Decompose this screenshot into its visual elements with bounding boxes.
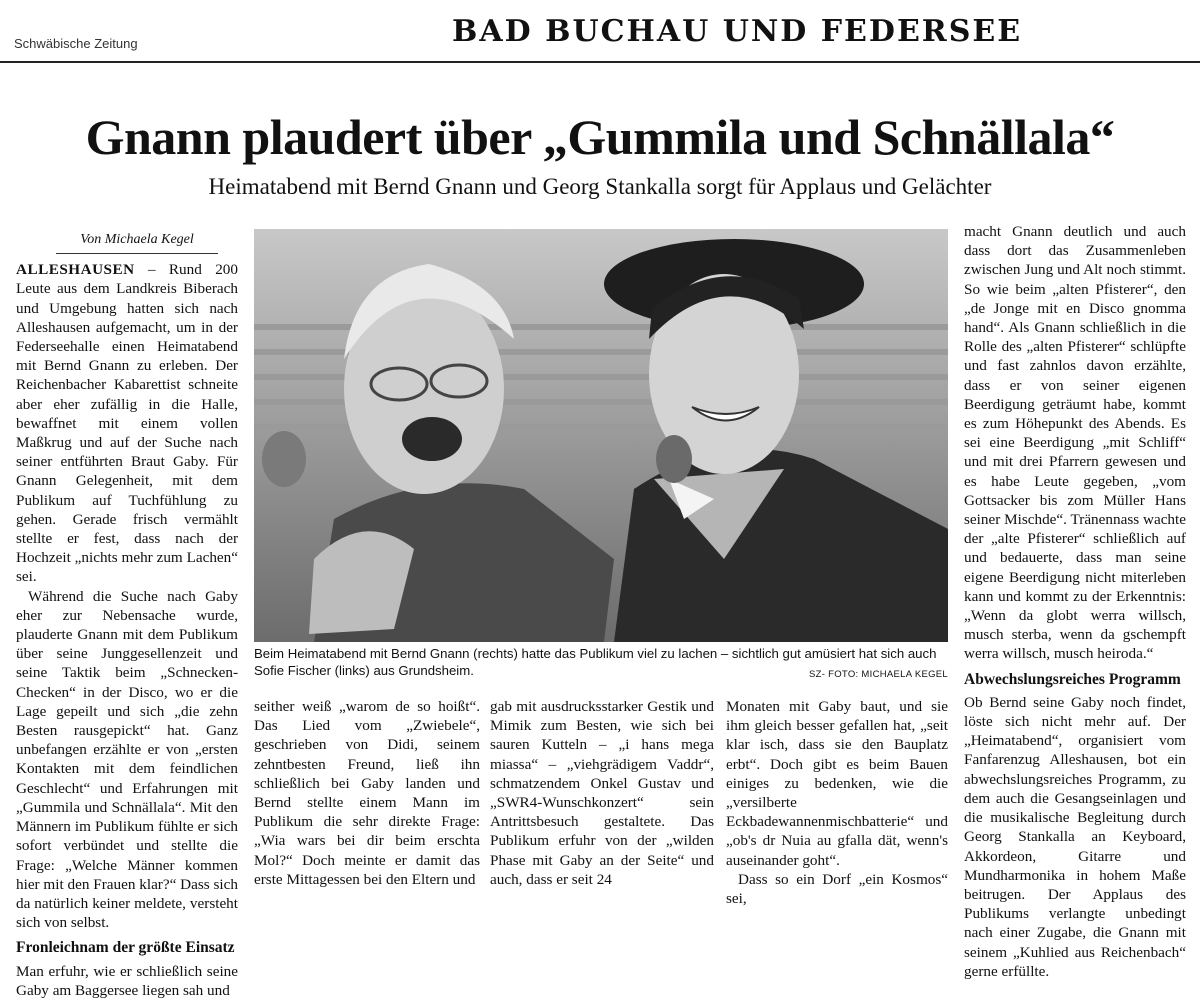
byline: Von Michaela Kegel — [56, 230, 218, 254]
newspaper-name: Schwäbische Zeitung — [14, 36, 138, 51]
paragraph-col2: seither weiß „warom de so hoißt“. Das Lied vom „Zwiebele“, geschrieben von Didi, seinem zehntbesten Freund, ließ ihn schließlich bei Gaby landen und Bernd stellte einem Mann im Publikum die sehr direkte Frage: „Wia wars bei dir beim erschta Mol?“ Doch meinte er damit das erste Mittagessen bei den Eltern und — [254, 698, 480, 888]
article-column-3 — [490, 697, 714, 889]
paragraph-col5-1: macht Gnann deutlich und auch dass dort das Zusammenleben zwischen Jung und Alt noch stimmt. So wie beim „alten Pfisterer“, den „de Jonge mit en Disco gnomma hand“. Als Gnann schließlich in die Rolle des „alten Pfisterer“ schlüpfte und fast zahnlos davon erzählte, dass er von seiner eigenen Beerdigung geträumt habe, kommt es zum Höhepunkt des Abends. Es sei eine Beerdigung „mit Schliff“ und mit drei Pfarrern gewesen und es habe Leute gegeben, „vom Gottsacker bis zom Müller Hans seiner Mischde“. Tränennass wachte der „alte Pfisterer“ schließlich auf und bedauerte, dass man seine eigene Beerdigung nicht miterleben kann und kommt zu der Erkenntnis: „Wenn da globt werra willsch, musch sterba, wenn da gschempft werra willsch, musch heiroda.“ — [964, 223, 1186, 663]
subheading-fronleichnam: Fronleichnam der größte Einsatz — [16, 939, 235, 957]
subheading-programm: Abwechslungsreiches Programm — [964, 670, 1181, 688]
photo-image — [254, 229, 948, 642]
paragraph-2: Während die Suche nach Gaby eher zur Nebensache wurde, plauderte Gnann mit dem Publikum über seine Junggesellenzeit und seine Taktik beim „Schnecken-Checken“ in der Disco, wo er die Lage gepeilt und sich „die zehn Besten rausgepickt“ hat. Ganz unbefangen erzählte er von „ersten Kontakten mit dem feindlichen Geschlecht“ und Erfahrungen mit „Gummila und Schnällala“. Mit den Männern im Publikum fühlte er sich sofort verbündet und stellte die Frage: „Welche Männer kommen hier mit den Frauen klar?“ Dass sich da natürlich keiner meldete, versteht sich von selbst. — [16, 587, 238, 932]
article-column-1 — [16, 230, 238, 1000]
paragraph-3: Man erfuhr, wie er schließlich seine Gaby am Baggersee liegen sah und — [16, 962, 238, 999]
paragraph-col4-1: Monaten mit Gaby baut, und sie ihm gleich besser gefallen hat, „seit klar isch, dass sie den Bauplatz erbt“. Doch gibt es beim Bauen einiges zu bedenken, wie die „versilberte Eckbadewannenmischbatterie“ und „ob's dr Nuia au gfalla dät, wenn's auseinander goht“. — [726, 698, 948, 869]
dateline: ALLESHAUSEN — [16, 261, 135, 279]
article-column-5 — [964, 222, 1186, 981]
article-headline: Gnann plaudert über „Gummila und Schnällala“ — [85, 109, 1115, 165]
paragraph-1: ALLESHAUSEN – Rund 200 Leute aus dem Landkreis Biberach und Umgebung hatten sich nach Alleshausen aufgemacht, um in der Federseehalle einen Heimatabend mit Bernd Gnann zu erleben. Der Reichenbacher Kabarettist schneite aber eher zufällig in die Halle, bewaffnet mit einem vollen Maßkrug und auf der Suche nach seiner entführten Braut Gaby. Für Gnann Gelegenheit, mit dem Publikum auf Tuchfühlung zu gehen. Gerade frisch vermählt stellte er fest, dass nach der Hochzeit „nichts mehr zum Lachen“ sei. — [16, 261, 238, 586]
header-divider — [0, 61, 1200, 63]
photo-credit: SZ- FOTO: MICHAELA KEGEL — [809, 669, 948, 680]
paragraph-col5-2: Ob Bernd seine Gaby noch findet, löste sich nicht mehr auf. Der „Heimatabend“, organisiert vom Fanfarenzug Alleshausen, bot ein abwechslungsreiches Programm, zu dem auch die Gesangseinlagen und die musikalische Begleitung durch Georg Stankalla an Keyboard, Akkordeon, Gitarre und Mundharmonika in hohem Maße beitrugen. Der Applaus des Publikums verlangte unbedingt nach einer Zugabe, die Gnann mit seinem „Kuhlied aus Reichenbach“ gerne erfüllte. — [964, 693, 1186, 980]
article-column-2 — [254, 697, 480, 889]
article-column-4 — [726, 697, 948, 908]
article-photo — [254, 229, 948, 642]
paragraph-col4-2: Dass so ein Dorf „ein Kosmos“ sei, — [726, 870, 948, 908]
photo-caption: Beim Heimatabend mit Bernd Gnann (rechts) hatte das Publikum viel zu lachen – sichtlich gut amüsiert hat sich auch Sofie Fischer (links) aus Grundsheim. SZ- FOTO: MICHAELA KEGEL — [254, 645, 948, 683]
article-subheadline: Heimatabend mit Bernd Gnann und Georg Stankalla sorgt für Applaus und Gelächter — [208, 174, 992, 199]
section-title: BAD BUCHAU UND FEDERSEE — [452, 14, 1023, 49]
paragraph-col3: gab mit ausdrucksstarker Gestik und Mimik zum Besten, wie sich bei sauren Kutteln – „i hans mega miassa“ – „viehgrädigem Vaddr“, schmatzendem Onkel Gustav und „SWR4-Wunschkonzert“ sein Antrittsbesuch gestaltete. Das Publikum erfuhr von der „wilden Phase mit Gaby an der Seite“ und auch, dass er seit 24 — [490, 698, 714, 888]
